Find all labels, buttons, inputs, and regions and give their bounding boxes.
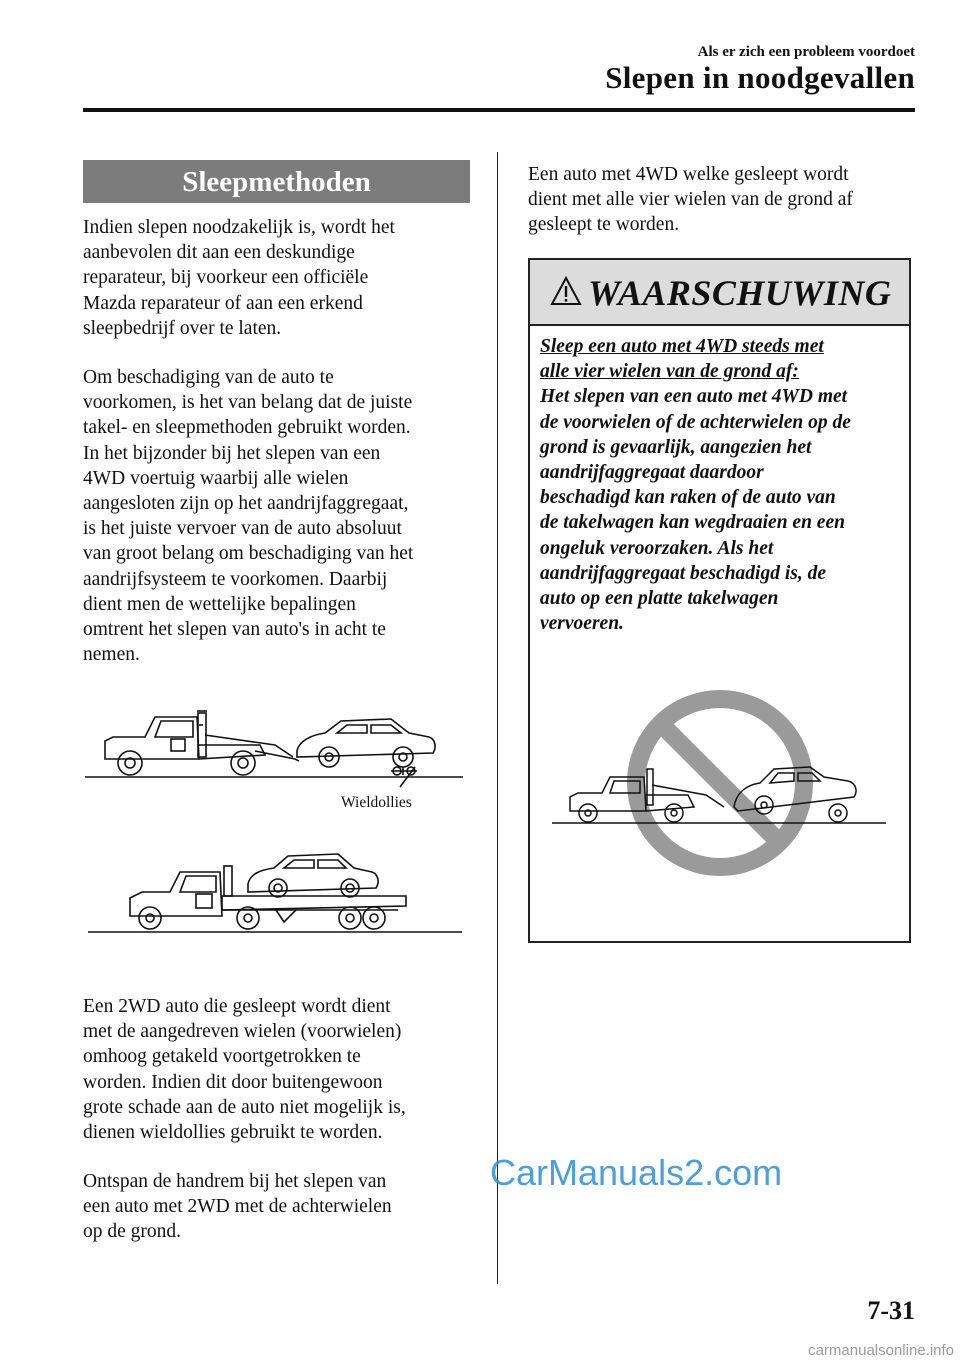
warning-header: [530, 260, 909, 326]
warning-title: WAARSCHUWING: [588, 273, 892, 313]
4wd-towing-paragraph: Een auto met 4WD welke gesleept wordt dient met alle vier wielen van de grond af gesleept te worden.: [528, 164, 853, 236]
warning-box: [528, 258, 911, 943]
flatbed-truck-illustration: [88, 848, 466, 938]
warning-body-text: Het slepen van een auto met 4WD met de voorwielen of de achterwielen op de grond is gevaarlijk, aangezien het aandrijfaggregaat daardoor beschadigd kan raken of de auto van de takelwagen kan wegdraaien en een ongeluk veroorzaken. Als het aandrijfaggregaat beschadigd is, de auto op een platte takelwagen vervoeren.: [540, 386, 851, 635]
tow-truck-dollies-illustration: [85, 705, 465, 795]
wheel-dollies-label: Wieldollies: [341, 794, 412, 811]
watermark-logo: CarManuals2.com: [490, 1152, 783, 1193]
2wd-towing-paragraph: Een 2WD auto die gesleept wordt dient met de aangedreven wielen (voorwielen) omhoog getakeld voortgetrokken te worden. Indien dit door buitengewoon grote schade aan de auto niet mogelijk is, dienen wieldollies gebruikt te worden.: [83, 996, 406, 1144]
section-heading: Sleepmethoden: [83, 160, 470, 203]
intro-paragraph: Indien slepen noodzakelijk is, wordt het aanbevolen dit aan een deskundige reparateur, bij voorkeur een officiële Mazda reparateur of aan een erkend sleepbedrijf over te laten.: [83, 217, 395, 339]
warning-triangle-icon: [550, 276, 582, 306]
warning-underlined-text: Sleep een auto met 4WD steeds met alle vier wielen van de grond af:: [540, 336, 824, 383]
page-title: Slepen in noodgevallen: [605, 60, 915, 95]
warning-text: [540, 334, 906, 636]
handbrake-paragraph: Ontspan de handrem bij het slepen van een auto met 2WD met de achterwielen op de grond.: [83, 1171, 392, 1243]
column-divider: [497, 152, 498, 1284]
towing-methods-paragraph: Om beschadiging van de auto te voorkomen, is het van belang dat de juiste takel- en sleepmethoden gebruikt worden. In het bijzonder bij het slepen van een 4WD voertuig waarbij alle wielen aangesloten zijn op het aandrijfaggregaat, is het juiste vervoer van de auto absoluut van groot belang om beschadiging van het aandrijfsysteem te voorkomen. Daarbij dient men de wettelijke bepalingen omtrent het slepen van auto's in acht te nemen.: [83, 367, 414, 666]
footer-site-url[interactable]: carmanualsonline.info: [808, 1342, 954, 1359]
prohibited-towing-illustration: [548, 685, 894, 885]
header-divider: [83, 108, 915, 112]
chapter-subtitle: Als er zich een probleem voordoet: [697, 44, 915, 60]
page-number: 7-31: [867, 1296, 915, 1325]
